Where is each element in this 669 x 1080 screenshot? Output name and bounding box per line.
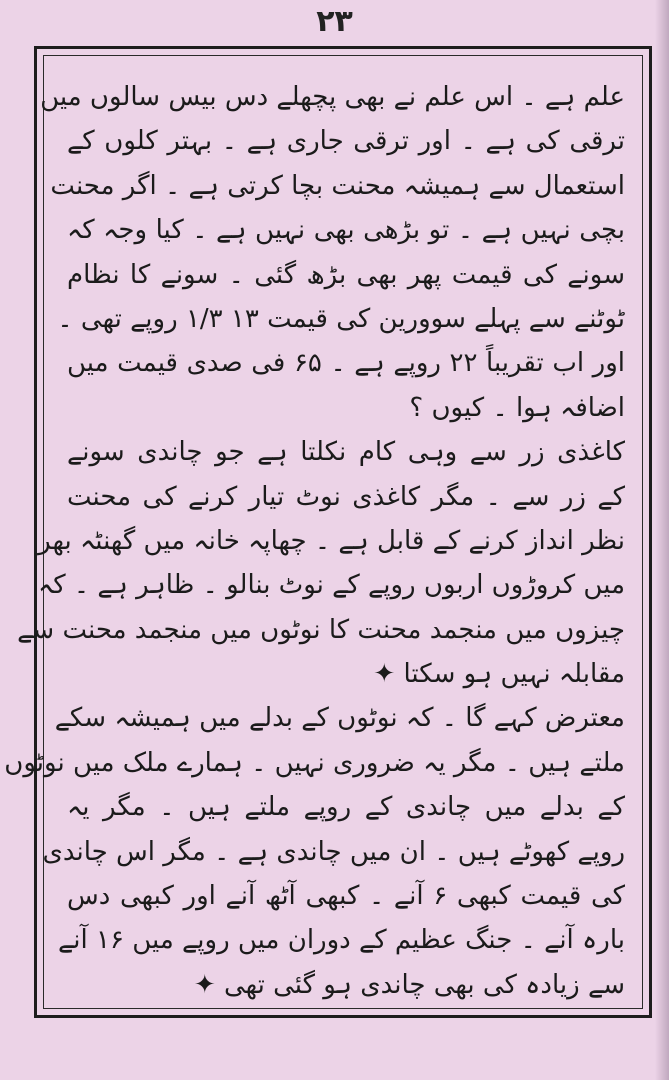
text-line: کے بدلے میں چاندی کے روپے ملتے ہیں ۔ مگر یہ — [67, 792, 625, 823]
text-line: بچی نہیں ہے ۔ تو بڑھی بھی نہیں ہے ۔ کیا وجہ کہ — [67, 215, 625, 246]
page-frame — [4, 46, 652, 1018]
text-line: ملتے ہیں ۔ مگر یہ ضروری نہیں ۔ ہمارے ملک میں نوٹوں — [4, 747, 625, 778]
text-line: ترقی کی ہے ۔ اور ترقی جاری ہے ۔ بہتر کلوں کے — [67, 126, 625, 157]
text-line: استعمال سے ہمیشہ محنت بچا کرتی ہے ۔ اگر محنت — [50, 170, 625, 201]
page-number: ۲۳ — [316, 4, 353, 39]
text-line: کاغذی زر سے وہی کام نکلتا ہے جو چاندی سونے — [67, 437, 625, 468]
text-line: مقابلہ نہیں ہو سکتا ✦ — [373, 659, 625, 690]
text-line: کی قیمت کبھی ۶ آنے ۔ کبھی آٹھ آنے اور کبھی دس — [67, 881, 625, 912]
text-line: ٹوٹنے سے پہلے سوورین کی قیمت ۱۳ ۱/۳ روپے تھی ۔ — [57, 303, 625, 334]
text-line: بارہ آنے ۔ جنگ عظیم کے دوران میں روپے میں ۱۶ آنے — [58, 925, 625, 956]
page-edge-shadow — [655, 0, 669, 1080]
text-line: معترض کہے گا ۔ کہ نوٹوں کے بدلے میں ہمیشہ سکے — [54, 703, 625, 734]
text-line: روپے کھوٹے ہیں ۔ ان میں چاندی ہے ۔ مگر اس چاندی — [42, 836, 625, 867]
text-line: سونے کی قیمت پھر بھی بڑھ گئی ۔ سونے کا نظام — [67, 259, 625, 290]
text-line: نظر انداز کرنے کے قابل ہے ۔ چھاپہ خانہ میں گھنٹہ بھر — [38, 525, 625, 556]
text-line: کے زر سے ۔ مگر کاغذی نوٹ تیار کرنے کی محنت — [67, 481, 625, 512]
text-line: اضافہ ہوا ۔ کیوں ؟ — [409, 392, 625, 423]
text-body — [4, 75, 625, 1007]
text-line: میں کروڑوں اربوں روپے کے نوٹ بنالو ۔ ظاہر ہے ۔ کہ — [38, 570, 625, 601]
text-line: علم ہے ۔ اس علم نے بھی پچھلے دس بیس سالوں میں — [40, 82, 625, 112]
text-line: سے زیادہ کی بھی چاندی ہو گئی تھی ✦ — [193, 969, 625, 1000]
text-line: چیزوں میں منجمد محنت کا نوٹوں میں منجمد محنت سے — [17, 614, 625, 645]
text-line: اور اب تقریباً ۲۲ روپے ہے ۔ ۶۵ فی صدی قیمت میں — [67, 348, 625, 379]
